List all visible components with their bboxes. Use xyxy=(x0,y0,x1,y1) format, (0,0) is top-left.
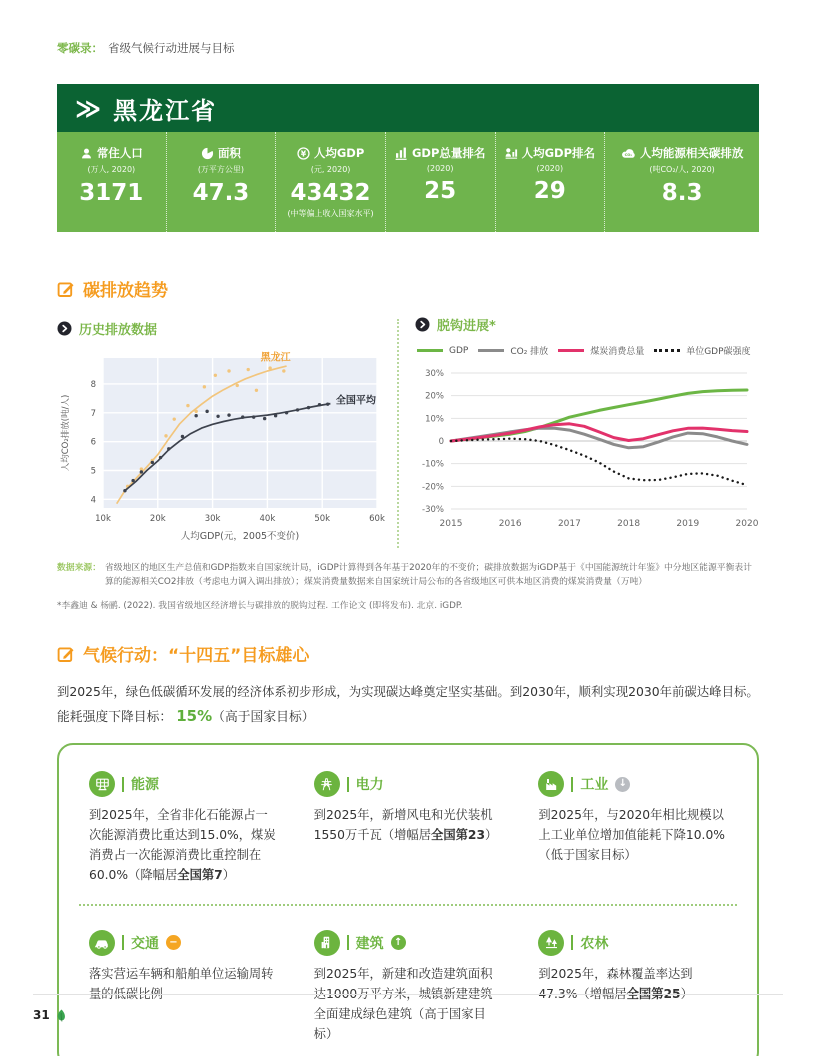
chevron-circle-icon xyxy=(57,321,72,336)
stat-sub: (吨CO₂/人, 2020) xyxy=(649,165,715,174)
stat-label: 人均能源相关碳排放 xyxy=(639,146,744,160)
car-icon xyxy=(89,930,115,956)
co2-cloud-icon xyxy=(621,147,636,159)
card-body: 落实营运车辆和船舶单位运输周转量的低碳比例 xyxy=(89,966,274,1001)
svg-text:50k: 50k xyxy=(314,514,331,524)
svg-text:6: 6 xyxy=(90,437,96,448)
stat-value: 8.3 xyxy=(661,180,703,206)
legend-item-co2: CO₂ 排放 xyxy=(478,344,548,357)
svg-text:-20%: -20% xyxy=(422,482,444,493)
stat-population xyxy=(57,132,166,232)
leaf-icon xyxy=(56,1009,67,1022)
legend-item-gdp: GDP xyxy=(417,346,468,356)
vertical-dotted-divider xyxy=(397,319,399,548)
status-minus-icon: − xyxy=(166,935,181,950)
svg-text:2016: 2016 xyxy=(498,519,522,529)
data-source-label: 数据来源： xyxy=(57,563,101,573)
section-emission-trends xyxy=(57,276,759,301)
svg-text:-30%: -30% xyxy=(422,505,444,515)
svg-text:60k: 60k xyxy=(369,514,385,524)
section-climate-action xyxy=(57,641,759,666)
historical-emissions-chart xyxy=(57,344,385,544)
bar-rank-icon xyxy=(395,147,408,160)
svg-text:黑龙江: 黑龙江 xyxy=(260,352,291,364)
svg-text:2018: 2018 xyxy=(617,519,641,529)
decoupling-legend xyxy=(417,344,759,357)
stat-gdp-rank xyxy=(385,132,495,232)
trees-icon xyxy=(538,930,564,956)
stat-value: 43432 xyxy=(290,180,371,206)
card-body: 到2025年，新增风电和光伏装机1550万千瓦（增幅居全国第23） xyxy=(313,808,498,843)
stat-sub: (万人, 2020) xyxy=(87,165,136,174)
card-transport xyxy=(71,930,296,1045)
svg-text:0: 0 xyxy=(438,437,444,447)
section-title: 碳排放趋势 xyxy=(83,281,168,301)
svg-text:CO₂: CO₂ xyxy=(624,153,632,157)
chevron-circle-icon xyxy=(415,317,430,332)
svg-text:全国平均: 全国平均 xyxy=(335,395,376,407)
charts-row xyxy=(57,315,759,548)
stat-carbon-per-capita xyxy=(604,132,759,232)
svg-text:2015: 2015 xyxy=(439,519,463,529)
card-label: 电力 xyxy=(355,777,384,794)
svg-text:7: 7 xyxy=(90,408,96,419)
divider-bar xyxy=(347,935,349,950)
stat-gdp-per-capita-rank xyxy=(495,132,605,232)
data-source-text: 省级地区的地区生产总值和GDP指数来自国家统计局，iGDP计算得到各年基于2020年的不变价；碳排放数据为iGDP基于《中国能源统计年鉴》中分地区能源平衡表计算的能源相关CO2排放（考虑电力调入调出排放）；煤炭消费量数据来自国家统计局公布的各省级地区可供本地区消费的煤炭消费量（万吨） xyxy=(105,563,752,587)
stat-label: 人均GDP xyxy=(313,146,365,160)
reference-footnote: *李鑫迪 & 杨鹂. (2022). 我国省级地区经济增长与碳排放的脱钩过程. 工作论文 (即将发布). 北京. iGDP. xyxy=(57,601,463,612)
svg-text:人均GDP(元，2005不变价): 人均GDP(元，2005不变价) xyxy=(180,531,300,542)
cards-row-divider xyxy=(79,904,737,906)
card-label: 农林 xyxy=(580,935,609,952)
svg-text:10%: 10% xyxy=(425,414,444,425)
svg-text:5: 5 xyxy=(90,466,96,477)
historical-emissions-panel xyxy=(57,315,391,548)
yuan-circle-icon xyxy=(297,147,310,160)
card-body: 到2025年，新建和改造建筑面积达1000万平方米，城镇新建建筑全面建成绿色建筑（高于国家目标） xyxy=(313,966,493,1041)
person-rank-icon xyxy=(505,147,518,160)
legend-item-coal: 煤炭消费总量 xyxy=(558,344,644,357)
stat-value: 3171 xyxy=(79,180,144,206)
population-icon xyxy=(80,147,93,160)
card-industry xyxy=(520,771,745,886)
svg-text:40k: 40k xyxy=(259,514,276,524)
stat-label: 常住人口 xyxy=(96,146,143,160)
stat-value: 47.3 xyxy=(192,180,250,206)
stat-note: (中等偏上收入国家水平) xyxy=(287,209,374,218)
stat-value: 25 xyxy=(424,178,457,204)
legend-item-intensity: 单位GDP碳强度 xyxy=(654,344,750,357)
section-title: 气候行动：“十四五”目标雄心 xyxy=(83,646,310,667)
divider-bar xyxy=(122,935,124,950)
svg-text:2020: 2020 xyxy=(735,519,759,529)
legend-swatch xyxy=(654,349,680,352)
svg-text:¥: ¥ xyxy=(300,148,307,158)
stat-label: GDP总量排名 xyxy=(411,146,486,160)
stat-area xyxy=(166,132,276,232)
svg-text:20k: 20k xyxy=(149,514,166,524)
header-title: 省级气候行动进展与目标 xyxy=(108,41,235,55)
province-title: 黑龙江省 xyxy=(113,96,218,125)
svg-text:20%: 20% xyxy=(425,391,444,402)
card-energy xyxy=(71,771,296,886)
decoupling-panel xyxy=(415,315,759,548)
page-number: 31 xyxy=(33,1008,50,1022)
svg-text:2017: 2017 xyxy=(557,519,581,529)
power-tower-icon xyxy=(314,771,340,797)
card-label: 能源 xyxy=(131,777,159,794)
svg-text:8: 8 xyxy=(90,379,96,390)
edit-square-icon xyxy=(57,280,75,298)
svg-text:30k: 30k xyxy=(204,514,221,524)
stat-value: 29 xyxy=(533,178,566,204)
province-banner xyxy=(57,84,759,132)
action-intro: 到2025年，绿色低碳循环发展的经济体系初步形成，为实现碳达峰奠定坚实基础。到2030年，顺利实现2030年前碳达峰目标。 xyxy=(57,684,759,700)
stat-sub: (2020) xyxy=(536,164,564,173)
page-footer xyxy=(33,994,783,1022)
card-body: 到2025年，与2020年相比规模以上工业单位增加值能耗下降10.0%（低于国家目标） xyxy=(538,808,725,862)
data-source-note xyxy=(57,562,759,589)
double-chevron-icon: ≫ xyxy=(75,93,100,123)
legend-swatch xyxy=(478,349,504,352)
svg-text:10k: 10k xyxy=(95,514,111,524)
divider-bar xyxy=(571,935,573,950)
stat-sub: (万平方公里) xyxy=(197,165,245,174)
subsection-title: 脱钩进展* xyxy=(437,319,496,334)
card-building xyxy=(296,930,521,1045)
stat-gdp-per-capita xyxy=(275,132,385,232)
stat-sub: (2020) xyxy=(426,164,454,173)
key-stats-band xyxy=(57,132,759,232)
card-forestry xyxy=(520,930,745,1045)
building-icon xyxy=(314,930,340,956)
brand-label: 零碳录： xyxy=(57,41,103,55)
svg-text:-10%: -10% xyxy=(422,459,444,470)
area-pie-icon xyxy=(201,147,214,160)
decoupling-chart xyxy=(415,365,761,533)
svg-text:4: 4 xyxy=(90,495,96,506)
legend-swatch xyxy=(558,349,584,352)
energy-intensity-target: 能耗强度下降目标： 15%（高于国家目标） xyxy=(57,707,315,726)
card-label: 建筑 xyxy=(355,935,384,952)
running-header xyxy=(57,0,759,56)
divider-bar xyxy=(571,777,573,792)
stat-label: 面积 xyxy=(217,146,241,160)
decoupling-heading xyxy=(415,315,759,334)
divider-bar xyxy=(347,777,349,792)
card-power xyxy=(296,771,521,886)
svg-text:人均CO₂排放(吨/人): 人均CO₂排放(吨/人) xyxy=(61,394,71,472)
card-label: 交通 xyxy=(131,935,159,952)
status-down-icon: ↓ xyxy=(615,777,630,792)
divider-bar xyxy=(122,777,124,792)
svg-text:30%: 30% xyxy=(425,369,444,379)
legend-swatch xyxy=(417,349,443,352)
factory-icon xyxy=(538,771,564,797)
solar-panel-icon xyxy=(89,771,115,797)
svg-text:2019: 2019 xyxy=(676,519,700,529)
subsection-title: 历史排放数据 xyxy=(79,323,158,338)
stat-label: 人均GDP排名 xyxy=(521,146,596,160)
card-body: 到2025年，森林覆盖率达到47.3%（增幅居全国第25） xyxy=(538,966,693,1001)
card-body: 到2025年，全省非化石能源占一次能源消费比重达到15.0%，煤炭消费占一次能源消费比重控制在60.0%（降幅居全国第7） xyxy=(89,808,276,882)
historical-emissions-heading xyxy=(57,319,391,338)
edit-square-icon xyxy=(57,645,75,663)
card-label: 工业 xyxy=(580,777,609,794)
status-up-icon: ↑ xyxy=(391,935,406,950)
stat-sub: (元, 2020) xyxy=(310,165,351,174)
